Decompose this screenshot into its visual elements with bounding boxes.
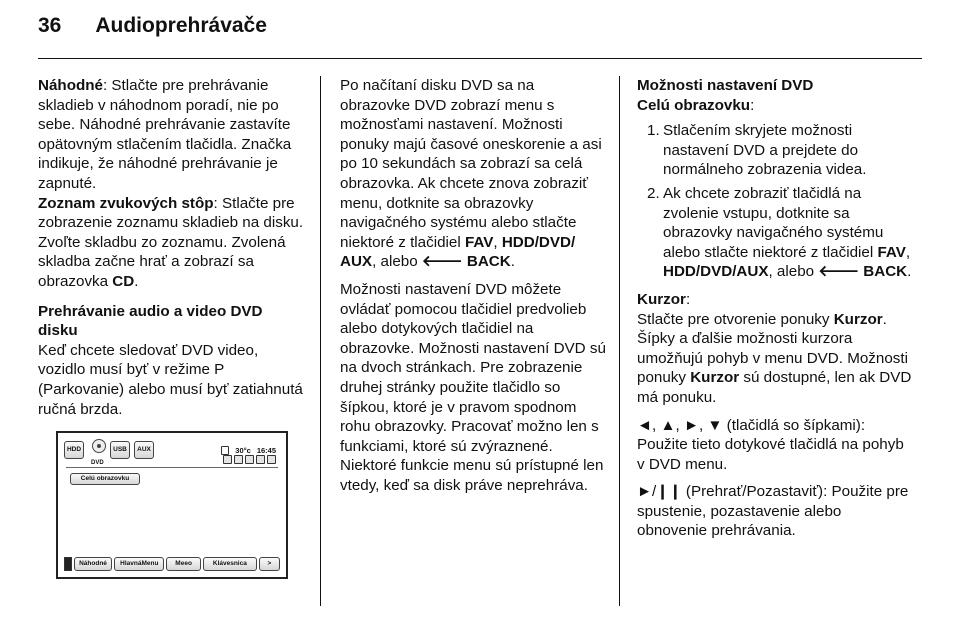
page-header bbox=[38, 14, 267, 48]
paragraph-track-list: Zoznam zvukových stôp: Stlačte pre zobrazenie zoznamu skladieb na disku. Zvoľte skladbu zo zoznamu. Zvolená skladba začne hrať a zobrazí sa obrazovka CD. bbox=[38, 194, 304, 290]
list-item: 1. Stlačením skryjete možnosti nastavení DVD a prejdete do normálneho zobrazenia videa. bbox=[647, 122, 867, 179]
paragraph-dvd-options: Možnosti nastavení DVD môžete ovládať pomocou tlačidiel predvolieb alebo dotykových tlačidiel na obrazovke. Možnosti nastavení DVD sú na dvoch stránkach. Pre zobrazenie druhej stránky použite tlačidlo so šípkou, ktoré je v pravom spodnom rohu obrazovky. Pracovať možno len s funkciami, ktoré sú zvýraznené. Niektoré funkcie menu sú prístupné len vtedy, keď sa disk práve neprehráva. bbox=[340, 280, 606, 494]
figure-meeo-button: Meeo bbox=[166, 557, 201, 571]
page-title: Audioprehrávače bbox=[95, 14, 267, 37]
page-number: 36 bbox=[38, 14, 62, 37]
status-icon bbox=[256, 455, 265, 464]
term-random: Náhodné bbox=[38, 77, 103, 94]
figure-hdd-button: HDD bbox=[64, 441, 84, 459]
column-2 bbox=[340, 76, 608, 503]
figure-dvd-label: DVD bbox=[91, 460, 104, 467]
dvd-screen-figure bbox=[56, 431, 288, 579]
figure-main-menu-button: HlavnáMenu bbox=[114, 557, 164, 571]
status-icon bbox=[223, 455, 232, 464]
paragraph-dvd-menu: Po načítaní disku DVD sa na obrazovke DVD zobrazí menu s možnosťami nastavení. Možnosti ponuky majú časové oneskorenie a asi po 10 sekundách sa zobrazí sa celá obrazovka. Ak chcete znova zobraziť menu, dotknite sa obrazovky navigačného systému alebo stlačte niektoré z tlačidiel FAV, HDD/DVD/ AUX, alebo 🡐 BACK. bbox=[340, 77, 602, 271]
figure-next-arrow-button: > bbox=[259, 557, 280, 571]
term-track-list: Zoznam zvukových stôp bbox=[38, 194, 214, 212]
disc-icon bbox=[92, 439, 106, 453]
figure-keyboard-button: Klávesnica bbox=[203, 557, 257, 571]
figure-usb-button: USB bbox=[110, 441, 130, 459]
paragraph-dvd-requirements: Keď chcete sledovať DVD video, vozidlo musí byť v režime P (Parkovanie) alebo musí byť zatiahnutá ručná brzda. bbox=[38, 341, 303, 418]
status-icon bbox=[234, 455, 243, 464]
signal-icon bbox=[221, 446, 229, 455]
steps-list bbox=[637, 121, 913, 282]
header-rule bbox=[38, 58, 922, 59]
paragraph-random: Náhodné: Stlačte pre prehrávanie skladieb v náhodnom poradí, nie po sebe. Náhodné prehrávanie zastavíte opätovným stlačením tlačidla. Značka indikuje, že náhodné prehrávanie je zapnuté. bbox=[38, 77, 292, 192]
list-item: 2. Ak chcete zobraziť tlačidlá na zvolenie vstupu, dotknite sa obrazovky navigačného systému alebo stlačte niektoré z tlačidiel FAV, HDD/DVD/AUX, alebo 🡐 BACK. bbox=[647, 184, 912, 281]
figure-square-indicator bbox=[64, 557, 72, 571]
figure-time: 16:45 bbox=[256, 446, 276, 456]
figure-status-icons bbox=[223, 455, 276, 464]
heading-kurzor: Kurzor: bbox=[637, 290, 691, 308]
column-1 bbox=[38, 76, 306, 579]
figure-aux-button: AUX bbox=[134, 441, 154, 459]
column-divider bbox=[320, 76, 321, 606]
paragraph-play-pause: ►/❙❙ (Prehrať/Pozastaviť): Použite pre spustenie, pozastavenie alebo obnovenie prehrávania. bbox=[637, 483, 909, 540]
paragraph-arrow-buttons: ◄, ▲, ►, ▼ (tlačidlá so šípkami): Použite tieto dotykové tlačidlá na pohyb v DVD menu. bbox=[637, 416, 904, 473]
column-3 bbox=[637, 76, 913, 549]
status-icon bbox=[267, 455, 276, 464]
heading-dvd-options: Možnosti nastavení DVD Celú obrazovku: bbox=[637, 77, 814, 114]
status-icon bbox=[245, 455, 254, 464]
figure-bottom-bar bbox=[64, 557, 280, 571]
column-divider bbox=[619, 76, 620, 606]
figure-random-button: Náhodné bbox=[74, 557, 113, 571]
figure-full-screen-button: Celú obrazovku bbox=[70, 473, 140, 485]
paragraph-kurzor: Stlačte pre otvorenie ponuky Kurzor. Šípky a ďalšie možnosti kurzora umožňujú pohyb v menu DVD. Možnosti ponuky Kurzor sú dostupné, len ak DVD má ponuku. bbox=[637, 310, 912, 406]
figure-temperature: 30°c bbox=[235, 446, 251, 456]
figure-divider bbox=[66, 467, 278, 468]
section-heading-dvd: Prehrávanie audio a video DVD disku bbox=[38, 302, 263, 340]
